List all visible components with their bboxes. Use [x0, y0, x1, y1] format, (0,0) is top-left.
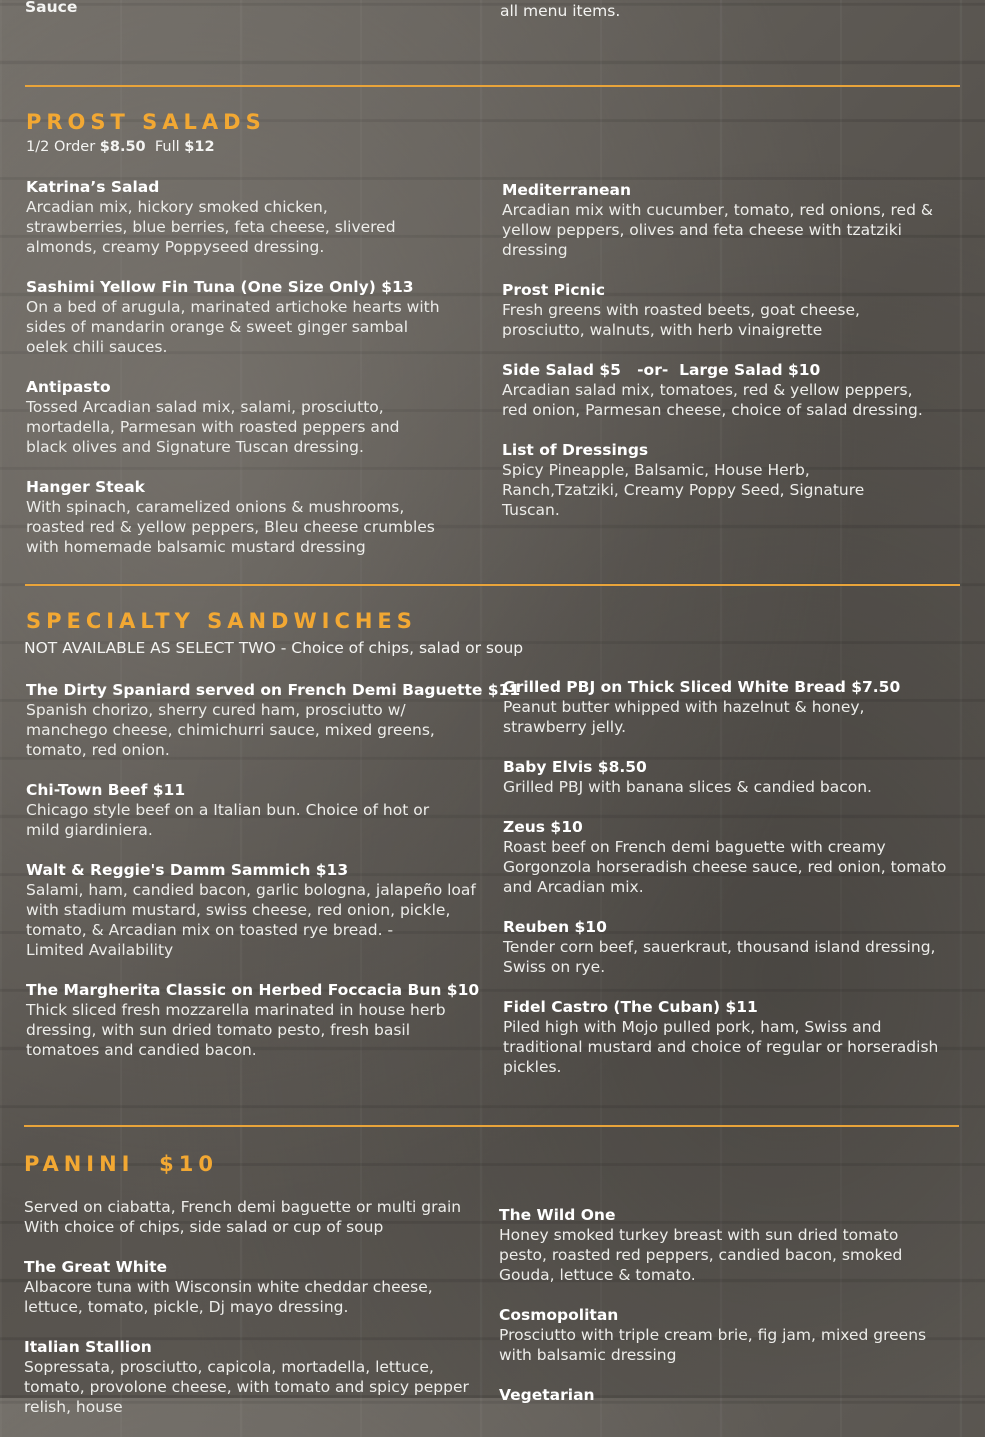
item-description: On a bed of arugula, marinated artichoke hearts with sides of mandarin orange & sweet ginger sambal oelek chili sauces. — [26, 298, 440, 356]
item-description: Spicy Pineapple, Balsamic, House Herb, Ranch,Tzatziki, Creamy Poppy Seed, Signature Tuscan. — [502, 461, 865, 519]
salads-right-column — [502, 180, 960, 540]
menu-item — [26, 980, 491, 1060]
item-name: Cosmopolitan — [499, 1306, 619, 1324]
sandwiches-left-column — [26, 680, 521, 1080]
menu-item — [502, 280, 960, 340]
item-description: Peanut butter whipped with hazelnut & honey, strawberry jelly. — [503, 698, 865, 736]
item-name: Mediterranean — [502, 181, 632, 199]
menu-item — [503, 997, 960, 1077]
item-description: Prosciutto with triple cream brie, fig jam, mixed greens with balsamic dressing — [499, 1326, 927, 1364]
menu-item — [26, 377, 456, 457]
menu-item — [499, 1205, 959, 1285]
item-description: Arcadian mix, hickory smoked chicken, strawberries, blue berries, feta cheese, slivered almonds, creamy Poppyseed dressing. — [26, 198, 396, 256]
item-name: Prost Picnic — [502, 281, 606, 299]
item-description: Salami, ham, candied bacon, garlic bologna, jalapeño loaf with stadium mustard, swiss cheese, red onion, pickle, tomato, & Arcadian mix on toasted rye bread. - — [26, 881, 476, 939]
item-description: Sopressata, prosciutto, capicola, mortadella, lettuce, tomato, provolone cheese, with tomato and spicy pepper relish, house — [24, 1358, 469, 1416]
menu-item — [502, 440, 960, 520]
item-name: The Wild One — [499, 1206, 616, 1224]
item-description: Fresh greens with roasted beets, goat cheese, prosciutto, walnuts, with herb vinaigrette — [502, 301, 860, 339]
full-order-label: Full — [154, 139, 180, 155]
section-divider — [25, 85, 960, 87]
panini-right-column — [499, 1205, 959, 1425]
item-name: Hanger Steak — [26, 478, 145, 496]
menu-item — [503, 757, 960, 797]
item-description: Arcadian mix with cucumber, tomato, red onions, red & yellow peppers, olives and feta cheese with tzatziki dressing — [502, 201, 933, 259]
item-name: The Dirty Spaniard served on French Demi Baguette $11 — [26, 681, 521, 699]
sandwiches-right-column — [503, 677, 960, 1097]
item-name: Chi-Town Beef $11 — [26, 781, 186, 799]
menu-item — [502, 360, 960, 420]
panini-intro-line: With choice of chips, side salad or cup of soup — [24, 1218, 384, 1236]
sandwiches-note: NOT AVAILABLE AS SELECT TWO - Choice of chips, salad or soup — [24, 639, 524, 657]
half-order-price: $8.50 — [99, 139, 146, 155]
item-name: Italian Stallion — [24, 1338, 152, 1356]
menu-item — [26, 780, 491, 840]
item-name: Walt & Reggie's Damm Sammich $13 — [26, 861, 349, 879]
item-name: Fidel Castro (The Cuban) $11 — [503, 998, 758, 1016]
item-availability: Limited Availability — [26, 941, 174, 959]
salads-heading: PROST SALADS — [26, 110, 266, 134]
menu-item — [503, 817, 960, 897]
item-description: Spanish chorizo, sherry cured ham, prosciutto w/ manchego cheese, chimichurri sauce, mixed greens, tomato, red onion. — [26, 701, 435, 759]
menu-item — [26, 860, 491, 960]
item-description: Albacore tuna with Wisconsin white cheddar cheese, lettuce, tomato, pickle, Dj mayo dressing. — [24, 1278, 433, 1316]
item-description: Tossed Arcadian salad mix, salami, prosciutto, mortadella, Parmesan with roasted peppers and black olives and Signature Tuscan dressing. — [26, 398, 400, 456]
menu-item — [503, 677, 960, 737]
panini-heading: PANINI $10 — [24, 1152, 218, 1176]
item-description: Thick sliced fresh mozzarella marinated in house herb dressing, with sun dried tomato pesto, fresh basil tomatoes and candied bacon. — [26, 1001, 446, 1059]
panini-left-column — [24, 1197, 486, 1437]
full-order-price: $12 — [184, 139, 215, 155]
salads-left-column — [26, 177, 456, 577]
menu-item — [26, 177, 456, 257]
item-description: Grilled PBJ with banana slices & candied bacon. — [503, 778, 872, 796]
menu-item — [502, 180, 960, 260]
item-description: Arcadian salad mix, tomatoes, red & yellow peppers, red onion, Parmesan cheese, choice of salad dressing. — [502, 381, 923, 419]
item-name: Zeus $10 — [503, 818, 583, 836]
item-description: With spinach, caramelized onions & mushrooms, roasted red & yellow peppers, Bleu cheese crumbles with homemade balsamic mustard dressing — [26, 498, 435, 556]
item-name: Side Salad $5 -or- Large Salad $10 — [502, 361, 821, 379]
sandwiches-heading: SPECIALTY SANDWICHES — [26, 609, 417, 633]
section-divider — [24, 1125, 959, 1127]
item-name: The Great White — [24, 1258, 168, 1276]
menu-item — [503, 917, 960, 977]
item-name: Grilled PBJ on Thick Sliced White Bread $7.50 — [503, 678, 901, 696]
item-description: Chicago style beef on a Italian bun. Choice of hot or mild giardiniera. — [26, 801, 430, 839]
half-order-label: 1/2 Order — [26, 139, 96, 155]
menu-item — [24, 1257, 486, 1317]
item-description: Roast beef on French demi baguette with creamy Gorgonzola horseradish cheese sauce, red onion, tomato and Arcadian mix. — [503, 838, 947, 896]
item-name: Baby Elvis $8.50 — [503, 758, 647, 776]
panini-intro — [24, 1197, 486, 1237]
item-description: Honey smoked turkey breast with sun dried tomato pesto, roasted red peppers, candied bacon, smoked Gouda, lettuce & tomato. — [499, 1226, 903, 1284]
item-name: Reuben $10 — [503, 918, 607, 936]
menu-item — [26, 477, 456, 557]
menu-item — [499, 1385, 959, 1405]
item-name: Antipasto — [26, 378, 111, 396]
item-name: Vegetarian — [499, 1386, 595, 1404]
item-name: The Margherita Classic on Herbed Foccacia Bun $10 — [26, 981, 480, 999]
menu-item — [24, 1337, 486, 1417]
item-name: List of Dressings — [502, 441, 649, 459]
salads-pricing — [26, 137, 215, 157]
item-description: Piled high with Mojo pulled pork, ham, Swiss and traditional mustard and choice of regular or horseradish pickles. — [503, 1018, 939, 1076]
item-name: Sashimi Yellow Fin Tuna (One Size Only) $13 — [26, 278, 414, 296]
top-fragment-right: all menu items. — [500, 2, 621, 20]
item-description: Tender corn beef, sauerkraut, thousand island dressing, Swiss on rye. — [503, 938, 936, 976]
section-divider — [25, 584, 960, 586]
panini-intro-line: Served on ciabatta, French demi baguette or multi grain — [24, 1198, 462, 1216]
top-fragment-left: Sauce — [25, 0, 78, 16]
menu-item — [499, 1305, 959, 1365]
item-name: Katrina’s Salad — [26, 178, 160, 196]
menu-item — [26, 680, 521, 760]
menu-item — [26, 277, 456, 357]
